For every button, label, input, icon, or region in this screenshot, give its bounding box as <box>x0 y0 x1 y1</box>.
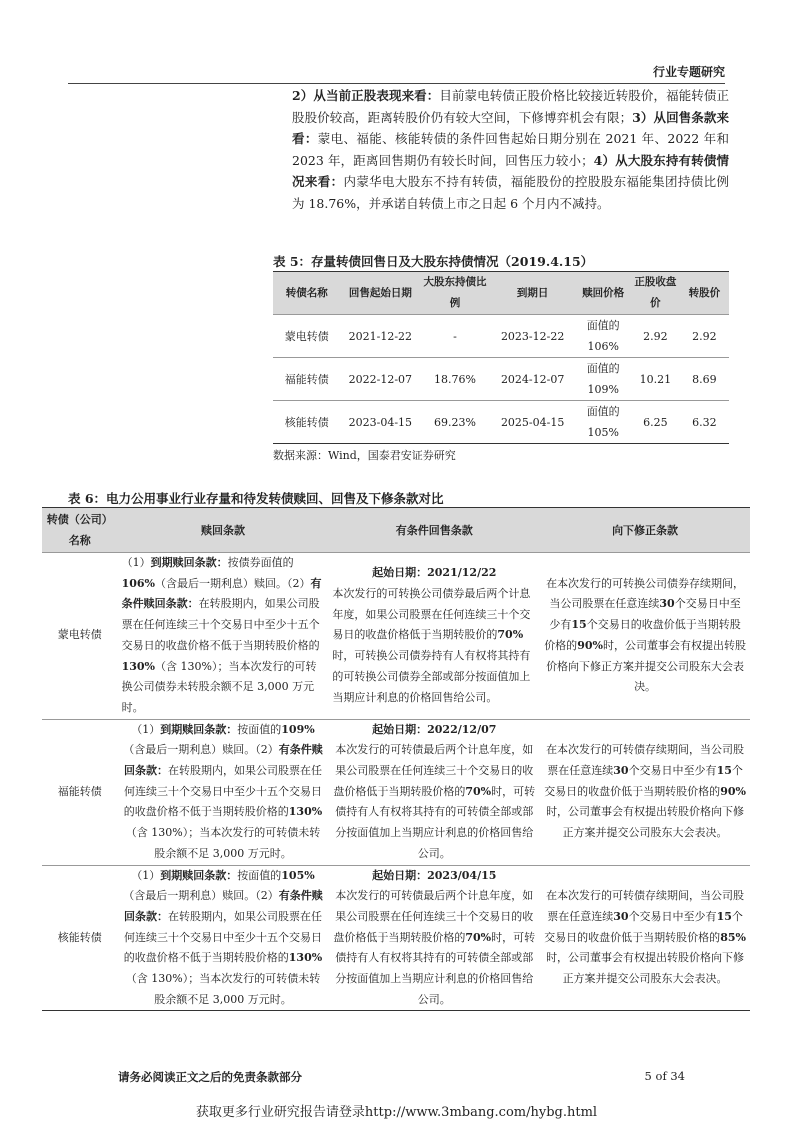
table5-header-cell: 到期日 <box>490 272 576 315</box>
redeem-text: （1） <box>131 868 161 882</box>
downward-text: 个交易日中至少有 <box>628 909 717 923</box>
table6-header-cell: 有条件回售条款 <box>328 508 540 553</box>
redeem-text: （1） <box>121 556 151 569</box>
putback-text: 时，可转债持有人有权将其持有的可转债全部或部分按面值加上当期应计利息的价格回售给公司。 <box>335 930 536 1006</box>
table5-cell: 蒙电转债 <box>284 329 329 343</box>
redeem-text: （1） <box>131 722 161 736</box>
redeem-text: （含 130%）；当本次发行的可转债未转股余额不足 3,000 万元时。 <box>125 972 321 1006</box>
table6-caption: 表 6：电力公用事业行业存量和待发转债赎回、回售及下修条款对比 <box>68 491 444 506</box>
redeem-text: 在转股期内，如果公司股票在任何连续三十个交易日中至少十五个交易日的收盘价格不低于当期转股价格的 <box>123 764 322 819</box>
putback-value: 70% <box>465 930 492 944</box>
putback-start-line <box>332 866 536 887</box>
redeem-text: 按面值的 <box>237 722 282 736</box>
redeem-heading: 有条件赎回条款： <box>123 743 323 778</box>
table5-cell: 8.69 <box>692 372 717 386</box>
table5-header-cell: 回售起始日期 <box>340 272 420 315</box>
header-divider <box>68 83 725 84</box>
table5-cell: 2.92 <box>692 329 717 343</box>
table5-row <box>273 401 729 444</box>
table5-cell: 18.76% <box>433 372 476 386</box>
putback-text: 本次发行的可转换公司债券最后两个计息年度，如果公司股票在任何连续三十个交易日的收盘价格低于当期转股价的 <box>332 587 531 642</box>
redeem-value: 130% <box>121 659 156 673</box>
point4-number: 4） <box>593 152 616 168</box>
table5-header-cell: 大股东持债比例 <box>420 272 490 315</box>
table5-cell: 福能转债 <box>284 372 329 386</box>
table5-cell: 2024-12-07 <box>500 372 565 386</box>
point3-text: 蒙电、福能、核能转债的条件回售起始日期分别在 2021 年、2022 年和 2023 年，距离回售期仍有较长时间，回售压力较小； <box>292 131 729 168</box>
point2-heading: 2）从当前正股表现来看： <box>292 88 440 103</box>
table5-source-note: 数据来源：Wind，国泰君安证券研究 <box>273 449 456 462</box>
downward-value: 30 <box>613 909 629 923</box>
redeem-clause-cell <box>118 553 329 720</box>
putback-text: 本次发行的可转债最后两个计息年度，如果公司股票在任何连续三十个交易日的收盘价格低于当期转股价格的 <box>333 743 534 798</box>
disclaimer-note: 请务必阅读正文之后的免责条款部分 <box>118 1070 302 1084</box>
table5-cell: 2025-04-15 <box>500 415 565 429</box>
downward-text: 时，公司董事会有权提出转股价格向下修正方案并提交公司股东大会表决。 <box>546 638 746 694</box>
point3-number: 3） <box>632 109 654 125</box>
table5-header-cell: 转股价 <box>680 272 729 315</box>
putback-text: 时，可转换公司债券持有人有权将其持有的可转换公司债券全部或部分按面值加上当期应计利息的价格回售给公司。 <box>332 649 531 704</box>
redeem-value: 109% <box>281 722 315 736</box>
downward-text: 时，公司董事会有权提出转股价格向下修正方案并提交公司股东大会表决。 <box>546 951 745 986</box>
table5-header-cell: 赎回价格 <box>576 272 631 315</box>
putback-clause-cell <box>328 553 540 720</box>
table6-row <box>42 719 750 865</box>
downward-clause-cell <box>540 553 750 720</box>
redeem-clause-cell <box>118 865 329 1011</box>
downward-text: 个交易日中至少有 <box>549 597 741 632</box>
downward-text: 在本次发行的可转债存续期间，当公司股票在任意连续 <box>546 743 745 778</box>
point4-text: 内蒙华电大股东不持有转债，福能股份的控股股东福能集团持债比例为 18.76%，并承诺自转债上市之日起 6 个月内不减持。 <box>292 174 729 211</box>
downward-value: 90% <box>577 638 603 652</box>
redeem-clause-cell <box>118 719 329 865</box>
downward-text: 个交易日中至少有 <box>628 764 717 778</box>
downward-text: 在本次发行的可转债存续期间，当公司股票在任意连续 <box>546 889 745 923</box>
redeem-text: 按债券面值的 <box>227 556 294 569</box>
table5-cell: - <box>453 329 457 343</box>
downward-text: 个交易日的收盘价低于当期转股价格的 <box>544 618 741 652</box>
putback-clause-cell <box>328 719 540 865</box>
putback-heading: 起始日期： <box>372 566 428 580</box>
table5-cell: 69.23% <box>433 415 476 429</box>
table5-cell: 面值的109% <box>586 362 620 396</box>
downward-value: 30 <box>659 597 675 611</box>
table5-cell: 核能转债 <box>284 415 329 429</box>
redeem-text: （含最后一期利息）赎回。（2） <box>123 889 279 903</box>
table6-row <box>42 553 750 720</box>
table5-caption: 表 5：存量转债回售日及大股东持债情况（2019.4.15） <box>273 254 594 269</box>
putback-heading: 起始日期： <box>372 868 428 882</box>
downward-text: 个交易日的收盘价低于当期转股价格的 <box>544 909 743 944</box>
promo-banner-link[interactable]: 获取更多行业研究报告请登录http://www.3mbang.com/hybg.html <box>195 1105 598 1120</box>
downward-text: 个交易日的收盘价低于当期转股价格的 <box>544 764 743 798</box>
putback-text: 时，可转债持有人有权将其持有的可转债全部或部分按面值加上当期应计利息的价格回售给公司。 <box>335 784 536 860</box>
redeem-heading: 有条件赎回条款： <box>123 889 323 923</box>
point3-heading: 从回售条款来看： <box>292 109 729 147</box>
redeem-value: 105% <box>281 868 315 882</box>
redeem-heading: 到期赎回条款： <box>160 722 238 736</box>
redeem-text: （含最后一期利息）赎回。（2） <box>155 576 311 590</box>
redeem-text: （含 130%）；当本次发行的可转债未转股余额不足 3,000 万元时。 <box>125 826 321 860</box>
putback-heading: 起始日期： <box>372 722 428 736</box>
table5-cell: 2023-04-15 <box>348 415 413 429</box>
redeem-text: 按面值的 <box>237 868 282 882</box>
putback-date: 2023/04/15 <box>427 868 497 882</box>
redeem-text: （含最后一期利息）赎回。（2） <box>123 743 279 757</box>
table6-header-cell: 向下修正条款 <box>540 508 750 553</box>
redeem-text: （含 130%）；当本次发行的可转换公司债券未转股余额不足 3,000 万元时。 <box>121 659 317 714</box>
table5-cell: 2022-12-07 <box>348 372 413 386</box>
analysis-paragraph <box>292 85 729 215</box>
point2-text: 目前蒙电转债正股价格比较接近转股价，福能转债正股股价较高，距离转股价仍有较大空间，下修博弈机会有限； <box>292 88 729 125</box>
putback-date: 2021/12/22 <box>427 566 497 580</box>
table5-row <box>273 358 729 401</box>
table5-cell: 面值的105% <box>586 405 620 439</box>
redeem-heading: 到期赎回条款： <box>150 556 228 569</box>
downward-value: 90% <box>720 784 746 798</box>
putback-start-line <box>332 563 536 584</box>
table5-cell: 6.25 <box>643 415 668 429</box>
table6-header-cell: 赎回条款 <box>118 508 329 553</box>
redeem-heading: 到期赎回条款： <box>160 868 238 882</box>
bond-name-cell: 福能转债 <box>57 784 102 798</box>
redeem-value: 106% <box>121 576 156 590</box>
putback-value: 70% <box>497 628 524 642</box>
table5-header-cell: 转债名称 <box>273 272 340 315</box>
downward-value: 15 <box>571 618 587 632</box>
table5-cell: 10.21 <box>639 372 672 386</box>
downward-value: 85% <box>720 930 746 944</box>
bond-name-cell: 核能转债 <box>57 930 102 944</box>
report-category-title: 行业专题研究 <box>652 65 725 79</box>
redeem-text: 在转股期内，如果公司股票在任何连续三十个交易日中至少十五个交易日的收盘价格不低于当期转股价格的 <box>123 909 322 965</box>
table5-cell: 面值的106% <box>586 319 620 353</box>
table6-header-cell: 转债（公司）名称 <box>42 508 118 553</box>
downward-value: 15 <box>716 909 732 923</box>
table5-row <box>273 315 729 358</box>
downward-text: 在本次发行的可转换公司债券存续期间，当公司股票在任意连续 <box>546 576 745 611</box>
redeem-value: 130% <box>288 805 323 819</box>
bond-name-cell: 蒙电转债 <box>57 628 102 642</box>
table6-row <box>42 865 750 1011</box>
downward-clause-cell <box>540 719 750 865</box>
table5-cell: 6.32 <box>692 415 717 429</box>
putback-date: 2022/12/07 <box>427 722 497 736</box>
table5-cell: 2.92 <box>643 329 668 343</box>
downward-value: 30 <box>613 764 629 778</box>
putback-start-line <box>332 720 536 741</box>
table5 <box>273 272 729 444</box>
redeem-value: 130% <box>288 951 323 965</box>
point4-heading: 从大股东持有转债情况来看： <box>292 152 729 190</box>
downward-value: 15 <box>716 764 732 778</box>
table5-header-cell: 正股收盘价 <box>631 272 680 315</box>
redeem-heading: 有条件赎回条款： <box>121 576 322 611</box>
table5-cell: 2023-12-22 <box>500 329 565 343</box>
redeem-text: 在转股期内，如果公司股票在任何连续三十个交易日中至少十五个交易日的收盘价格不低于当期转股价格的 <box>121 597 320 652</box>
putback-value: 70% <box>465 784 492 798</box>
downward-clause-cell <box>540 865 750 1011</box>
putback-clause-cell <box>328 865 540 1011</box>
table5-cell: 2021-12-22 <box>348 329 413 343</box>
putback-text: 本次发行的可转债最后两个计息年度，如果公司股票在任何连续三十个交易日的收盘价格低于当期转股价格的 <box>333 889 534 944</box>
page-number: 5 of 34 <box>644 1069 685 1083</box>
downward-text: 时，公司董事会有权提出转股价格向下修正方案并提交公司股东大会表决。 <box>546 805 745 840</box>
table6 <box>42 508 750 1011</box>
